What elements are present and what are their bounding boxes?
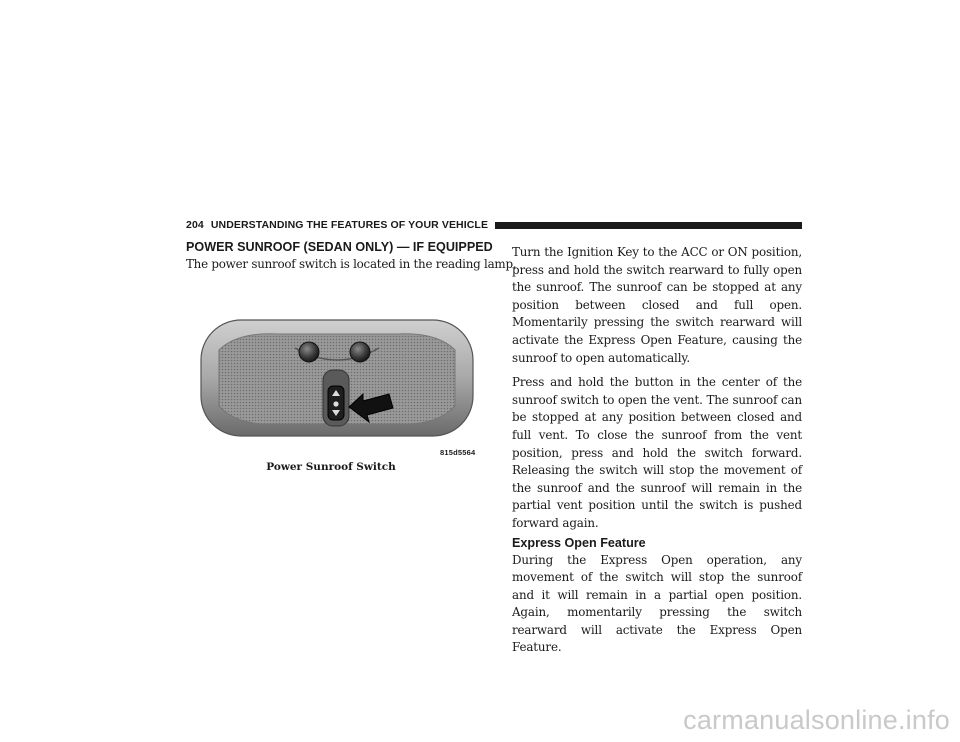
lamp-knob-right-icon: [350, 342, 370, 362]
intro-paragraph: The power sunroof switch is located in the reading lamp.: [186, 257, 517, 271]
section-title: POWER SUNROOF (SEDAN ONLY) — IF EQUIPPED: [186, 240, 493, 254]
paragraph-ignition: Turn the Ignition Key to the ACC or ON position, press and hold the switch rearward to fully open the sunroof. The sunroof can be stopped at any position between closed and full open. Momentarily pressing the switch rearward will activate the Express Open Feature, causing the sunroof to open automatically.: [512, 245, 802, 365]
right-column: [512, 244, 802, 657]
running-title: UNDERSTANDING THE FEATURES OF YOUR VEHICLE: [210, 219, 489, 231]
paragraph-express-open: During the Express Open operation, any movement of the switch will stop the sunroof and it will remain in a partial open position. Again, momentarily pressing the switch rearward will activate the Express Open Feature.: [512, 552, 802, 655]
page-header: [186, 218, 802, 232]
header-rule: [495, 222, 802, 229]
lamp-knob-left-icon: [299, 342, 319, 362]
reading-lamp-illustration: [197, 308, 477, 478]
subheading-express-open: Express Open Feature: [512, 535, 646, 550]
figure-code: 815d5564: [440, 448, 476, 457]
figure-caption: Power Sunroof Switch: [266, 461, 396, 473]
watermark: carmanualsonline.info: [683, 705, 950, 735]
left-column: [186, 240, 517, 274]
paragraph-vent: Press and hold the button in the center of the sunroof switch to open the vent. The sunroof can be stopped at any position between closed and full vent. To close the sunroof from the vent position, press and hold the switch forward. Releasing the switch will stop the movement of the sunroof and the sunroof will remain in the partial vent position until the switch is pushed forward again.: [512, 375, 802, 530]
page-number: 204: [186, 219, 204, 231]
